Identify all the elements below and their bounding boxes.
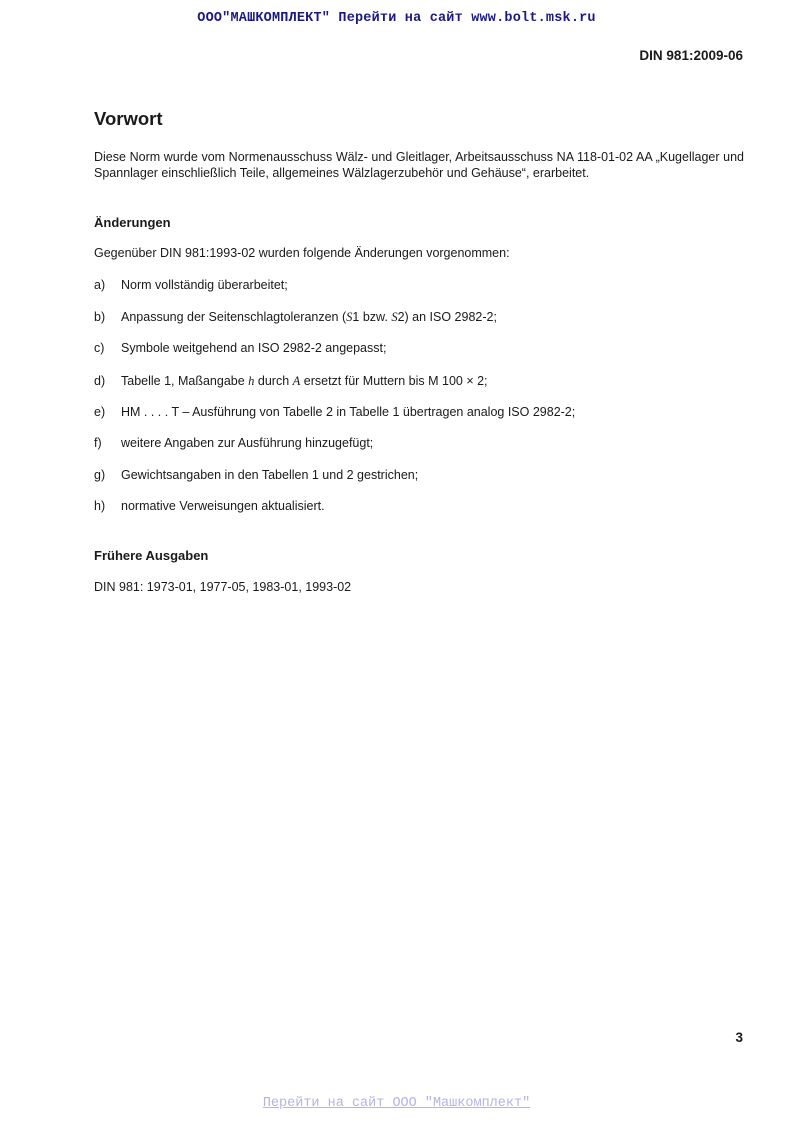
- list-text: Norm vollständig überarbeitet;: [121, 278, 288, 292]
- list-item: [94, 310, 497, 325]
- list-marker: e): [94, 405, 106, 419]
- list-text: Gewichtsangaben in den Tabellen 1 und 2 gestrichen;: [121, 468, 419, 482]
- list-item: [94, 436, 373, 450]
- list-text: Symbole weitgehend an ISO 2982-2 angepasst;: [121, 341, 387, 355]
- list-text: 2) an ISO 2982-2;: [397, 310, 497, 324]
- list-item: [94, 468, 418, 482]
- list-marker: c): [94, 341, 105, 355]
- list-item: [94, 405, 575, 419]
- section-title-changes: Änderungen: [94, 215, 171, 230]
- list-item: [94, 374, 488, 389]
- list-text: ersetzt für Muttern bis M 100 × 2;: [300, 374, 488, 388]
- list-marker: b): [94, 310, 106, 324]
- list-text: 1 bzw.: [352, 310, 392, 324]
- foreword-paragraph: Diese Norm wurde vom Normenausschuss Wälz- und Gleitlager, Arbeitsausschuss NA 118-01-02 AA „Kugellager und Spannlager einschließlich Teile, allgemeines Wälzlagerzubehör und Gehäuse“, erarbeitet.: [94, 150, 744, 180]
- top-banner-link[interactable]: ООО"МАШКОМПЛЕКТ" Перейти на сайт www.bolt.msk.ru: [197, 11, 596, 26]
- list-item: [94, 341, 386, 355]
- math-symbol: S: [391, 310, 398, 324]
- list-text: Tabelle 1, Maßangabe: [121, 374, 249, 388]
- list-marker: f): [94, 436, 102, 450]
- list-text: weitere Angaben zur Ausführung hinzugefügt;: [121, 436, 374, 450]
- math-symbol: h: [248, 374, 255, 388]
- list-marker: a): [94, 278, 106, 292]
- changes-lead: Gegenüber DIN 981:1993-02 wurden folgende Änderungen vorgenommen:: [94, 246, 510, 260]
- list-text: normative Verweisungen aktualisiert.: [121, 499, 325, 513]
- page-number: 3: [735, 1030, 743, 1045]
- list-marker: g): [94, 468, 106, 482]
- footer-site-link[interactable]: Перейти на сайт ООО "Машкомплект": [262, 1096, 531, 1111]
- math-symbol: S: [346, 310, 353, 324]
- math-symbol: A: [292, 374, 301, 388]
- list-text: durch: [254, 374, 293, 388]
- section-title-earlier-editions: Frühere Ausgaben: [94, 548, 209, 563]
- list-marker: d): [94, 374, 106, 388]
- list-item: [94, 499, 325, 513]
- list-item: [94, 278, 288, 292]
- section-title-vorwort: Vorwort: [94, 108, 163, 129]
- list-marker: h): [94, 499, 106, 513]
- earlier-editions-text: DIN 981: 1973-01, 1977-05, 1983-01, 1993-02: [94, 580, 352, 594]
- list-text: Anpassung der Seitenschlagtoleranzen (: [121, 310, 347, 324]
- list-text: HM . . . . T – Ausführung von Tabelle 2 in Tabelle 1 übertragen analog ISO 2982-2;: [121, 405, 576, 419]
- document-id: DIN 981:2009-06: [639, 48, 743, 63]
